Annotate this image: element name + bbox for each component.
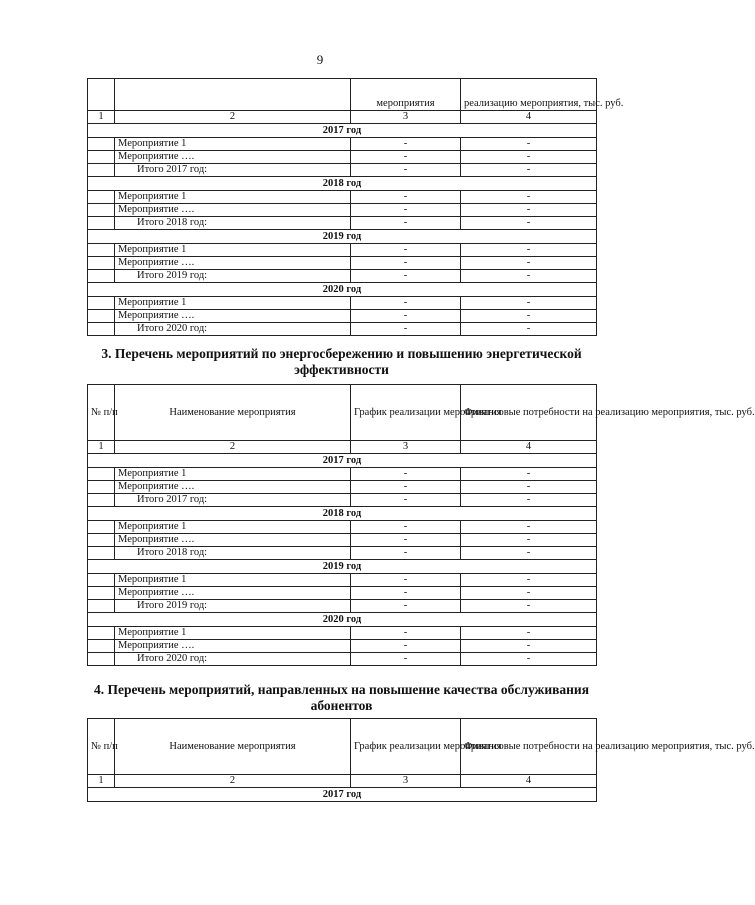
finance-value: - [461,574,597,587]
schedule-value: - [351,547,461,560]
finance-value: - [461,323,597,336]
schedule-value: - [351,270,461,283]
finance-value: - [461,244,597,257]
col-number-2: 2 [115,441,351,454]
item-1: Мероприятие 1 [115,297,351,310]
finance-value: - [461,494,597,507]
total-2018: Итого 2018 год: [115,547,351,560]
year-row-2017: 2017 год [88,454,597,468]
col-number-3: 3 [351,775,461,788]
table-continued [87,78,624,336]
header-cell-finance: реализацию мероприятия, тыс. руб. [461,79,597,111]
year-row-2019: 2019 год [88,230,597,244]
schedule-value: - [351,640,461,653]
item-2: Мероприятие …. [115,481,351,494]
item-2: Мероприятие …. [115,534,351,547]
schedule-value: - [351,138,461,151]
finance-value: - [461,191,597,204]
year-row-2019: 2019 год [88,560,597,574]
total-2020: Итого 2020 год: [115,323,351,336]
finance-value: - [461,547,597,560]
schedule-value: - [351,310,461,323]
table-section-4 [87,718,755,802]
finance-value: - [461,310,597,323]
schedule-value: - [351,521,461,534]
finance-value: - [461,164,597,177]
year-row-2017: 2017 год [88,788,597,802]
item-2: Мероприятие …. [115,151,351,164]
schedule-value: - [351,574,461,587]
col-number-2: 2 [115,775,351,788]
schedule-value: - [351,468,461,481]
col-number-3: 3 [351,441,461,454]
year-row-2018: 2018 год [88,177,597,191]
finance-value: - [461,521,597,534]
total-2019: Итого 2019 год: [115,600,351,613]
schedule-value: - [351,494,461,507]
item-1: Мероприятие 1 [115,521,351,534]
schedule-value: - [351,191,461,204]
finance-value: - [461,138,597,151]
finance-value: - [461,600,597,613]
item-1: Мероприятие 1 [115,627,351,640]
header-cell-name: Наименование мероприятия [115,385,351,441]
total-2020: Итого 2020 год: [115,653,351,666]
section-3-title: 3. Перечень мероприятий по энергосбережению и повышению энергетической эффективности [101,346,582,377]
page-number: 9 [316,52,324,67]
year-row-2017: 2017 год [88,124,597,138]
finance-value: - [461,217,597,230]
finance-value: - [461,653,597,666]
item-2: Мероприятие …. [115,640,351,653]
col-number-3: 3 [351,111,461,124]
header-cell-schedule: мероприятия [351,79,461,111]
finance-value: - [461,627,597,640]
schedule-value: - [351,257,461,270]
header-cell-schedule: График реализации мероприятия [351,719,461,775]
item-2: Мероприятие …. [115,257,351,270]
item-1: Мероприятие 1 [115,574,351,587]
schedule-value: - [351,323,461,336]
finance-value: - [461,587,597,600]
finance-value: - [461,257,597,270]
finance-value: - [461,481,597,494]
schedule-value: - [351,217,461,230]
col-number-1: 1 [88,775,115,788]
total-2017: Итого 2017 год: [115,164,351,177]
schedule-value: - [351,164,461,177]
schedule-value: - [351,204,461,217]
header-cell-number [88,79,115,111]
header-cell-number: № п/п [88,719,115,775]
year-row-2018: 2018 год [88,507,597,521]
item-1: Мероприятие 1 [115,191,351,204]
col-number-4: 4 [461,775,597,788]
header-cell-finance: Финансовые потребности на реализацию мероприятия, тыс. руб. [461,719,597,775]
year-row-2020: 2020 год [88,613,597,627]
schedule-value: - [351,297,461,310]
item-1: Мероприятие 1 [115,468,351,481]
col-number-4: 4 [461,441,597,454]
col-number-4: 4 [461,111,597,124]
col-number-1: 1 [88,111,115,124]
finance-value: - [461,640,597,653]
item-2: Мероприятие …. [115,204,351,217]
item-2: Мероприятие …. [115,310,351,323]
finance-value: - [461,534,597,547]
header-cell-name: Наименование мероприятия [115,719,351,775]
header-cell-finance: Финансовые потребности на реализацию мероприятия, тыс. руб. [461,385,597,441]
item-2: Мероприятие …. [115,587,351,600]
section-4-title: 4. Перечень мероприятий, направленных на повышение качества обслуживания абонентов [93,682,590,713]
header-cell-number: № п/п [88,385,115,441]
schedule-value: - [351,653,461,666]
year-row-2020: 2020 год [88,283,597,297]
finance-value: - [461,204,597,217]
header-cell-name [115,79,351,111]
item-1: Мероприятие 1 [115,244,351,257]
col-number-2: 2 [115,111,351,124]
total-2019: Итого 2019 год: [115,270,351,283]
total-2018: Итого 2018 год: [115,217,351,230]
item-1: Мероприятие 1 [115,138,351,151]
finance-value: - [461,151,597,164]
finance-value: - [461,297,597,310]
finance-value: - [461,270,597,283]
finance-value: - [461,468,597,481]
header-cell-schedule: График реализации мероприятия [351,385,461,441]
schedule-value: - [351,600,461,613]
schedule-value: - [351,534,461,547]
schedule-value: - [351,481,461,494]
schedule-value: - [351,627,461,640]
total-2017: Итого 2017 год: [115,494,351,507]
schedule-value: - [351,587,461,600]
schedule-value: - [351,244,461,257]
schedule-value: - [351,151,461,164]
col-number-1: 1 [88,441,115,454]
table-section-3 [87,384,755,666]
